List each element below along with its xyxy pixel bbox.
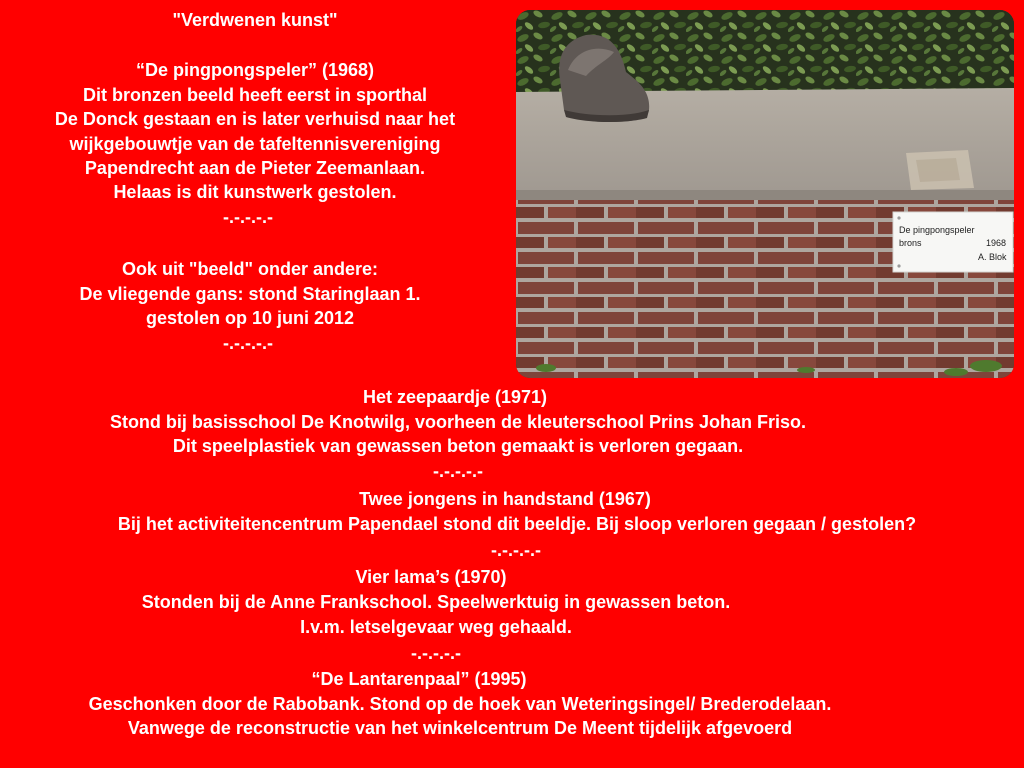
also-heading: Ook uit "beeld" onder andere: xyxy=(121,259,379,279)
intro-line: Papendrecht aan de Pieter Zeemanlaan. xyxy=(84,158,426,178)
separator: -.-.-.-.- xyxy=(411,643,461,663)
separator: -.-.-.-.- xyxy=(433,461,483,481)
gans-line: gestolen op 10 juni 2012 xyxy=(145,308,355,328)
work-description: Stonden bij de Anne Frankschool. Speelwerktuig in gewassen beton. xyxy=(141,592,731,612)
work-description: Geschonken door de Rabobank. Stond op de hoek van Weteringsingel/ Brederodelaan. xyxy=(88,694,832,714)
intro-line: wijkgebouwtje van de tafeltennisvereniging xyxy=(69,134,441,154)
work-title-zeepaardje: Het zeepaardje (1971) xyxy=(362,387,548,407)
work-description: Vanwege de reconstructie van het winkelcentrum De Meent tijdelijk afgevoerd xyxy=(127,718,793,738)
separator: -.-.-.-.- xyxy=(491,540,541,560)
work-title-lamas: Vier lama’s (1970) xyxy=(355,567,507,587)
work-description: I.v.m. letselgevaar weg gehaald. xyxy=(300,617,572,637)
plaque-artist: A. Blok xyxy=(978,252,1007,262)
work-description: Bij het activiteitencentrum Papendael stond dit beeldje. Bij sloop verloren gegaan / gestolen? xyxy=(117,514,917,534)
work-title-lantarenpaal: “De Lantarenpaal” (1995) xyxy=(311,669,527,689)
intro-line: Dit bronzen beeld heeft eerst in sporthal xyxy=(82,85,428,105)
work-title-pingpongspeler: “De pingpongspeler” (1968) xyxy=(135,60,375,80)
separator: -.-.-.-.- xyxy=(223,333,273,353)
separator: -.-.-.-.- xyxy=(223,207,273,227)
gans-line: De vliegende gans: stond Staringlaan 1. xyxy=(79,284,421,304)
slide-title: "Verdwenen kunst" xyxy=(172,10,338,30)
work-title-handstand: Twee jongens in handstand (1967) xyxy=(359,489,651,509)
plaque-year: 1968 xyxy=(986,238,1007,248)
work-description: Stond bij basisschool De Knotwilg, voorheen de kleuterschool Prins Johan Friso. xyxy=(109,412,807,432)
sculpture-photo xyxy=(516,10,1014,378)
plaque-material: brons xyxy=(899,238,922,248)
work-description: Dit speelplastiek van gewassen beton gemaakt is verloren gegaan. xyxy=(172,436,744,456)
plaque-title: De pingpongspeler xyxy=(899,225,975,235)
name-plaque xyxy=(893,212,1013,272)
intro-line: De Donck gestaan en is later verhuisd naar het xyxy=(54,109,456,129)
intro-line: Helaas is dit kunstwerk gestolen. xyxy=(113,182,397,202)
